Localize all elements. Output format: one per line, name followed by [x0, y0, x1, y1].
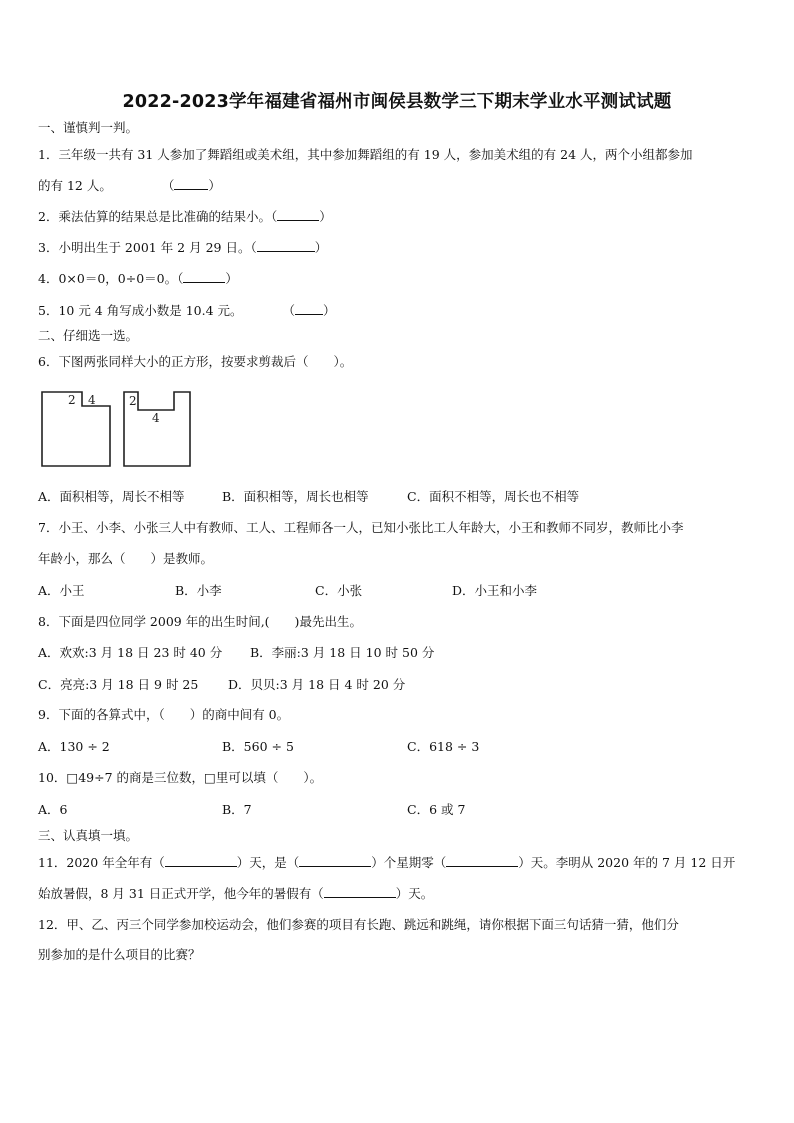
q6-option-a[interactable]: A．面积相等，周长不相等 — [38, 489, 185, 504]
q7-option-b[interactable]: B．小李 — [175, 583, 222, 598]
question-6-figure — [38, 388, 198, 472]
answer-blank-2[interactable] — [277, 208, 319, 221]
answer-blank-1[interactable] — [174, 177, 208, 190]
question-11-text: ）天。李明从 2020 年的 7 月 12 日开 — [518, 855, 736, 870]
paren-open: （ — [282, 303, 296, 318]
cut-square-1 — [42, 392, 110, 466]
question-11-text: 11．2020 年全年有（ — [38, 855, 165, 870]
answer-blank-11d[interactable] — [324, 885, 396, 898]
q8-option-c[interactable]: C．亮亮:3 月 18 日 9 时 25 — [38, 677, 199, 692]
question-4 — [38, 270, 238, 287]
question-12-line-2: 别参加的是什么项目的比赛？ — [38, 947, 201, 962]
question-7-line-2: 年龄小，那么（ ）是教师。 — [38, 551, 214, 566]
section-heading-2: 二、仔细选一选。 — [38, 328, 139, 343]
q7-option-d[interactable]: D．小王和小李 — [452, 583, 538, 598]
q7-option-c[interactable]: C．小张 — [315, 583, 363, 598]
question-3-text: 3．小明出生于 2001 年 2 月 29 日。（ — [38, 240, 257, 255]
q9-option-a[interactable]: A．130 ÷ 2 — [38, 739, 110, 754]
question-8-text: 8．下面是四位同学 2009 年的出生时间,( )最先出生。 — [38, 614, 362, 629]
question-12-line-1: 12．甲、乙、丙三个同学参加校运动会，他们参赛的项目有长跑、跳远和跳绳，请你根据下面三句话猜一猜，他们分 — [38, 917, 679, 932]
question-1-text: 的有 12 人。 — [38, 178, 112, 193]
q10-option-a[interactable]: A．6 — [38, 802, 68, 817]
paren-close: ） — [225, 271, 238, 286]
question-2 — [38, 208, 332, 225]
fig-label-2a: 2 — [68, 393, 76, 407]
question-5-text: 5．10 元 4 角写成小数是 10.4 元。 — [38, 303, 243, 318]
q10-option-b[interactable]: B．7 — [222, 802, 252, 817]
paren-open: （ — [161, 178, 175, 193]
answer-blank-11a[interactable] — [165, 854, 237, 867]
question-3 — [38, 239, 327, 256]
q9-option-b[interactable]: B．560 ÷ 5 — [222, 739, 294, 754]
question-2-text: 2．乘法估算的结果总是比准确的结果小。（ — [38, 209, 278, 224]
q6-option-c[interactable]: C．面积不相等，周长也不相等 — [407, 489, 580, 504]
q6-option-b[interactable]: B．面积相等，周长也相等 — [222, 489, 369, 504]
question-11-text: ）个星期零（ — [371, 855, 447, 870]
question-6-text: 6．下图两张同样大小的正方形，按要求剪裁后（ ）。 — [38, 354, 353, 369]
question-11-text: ）天，是（ — [236, 855, 300, 870]
fig-label-4b: 4 — [152, 411, 160, 425]
page-title: 2022-2023学年福建省福州市闽侯县数学三下期末学业水平测试试题 — [122, 92, 672, 112]
answer-blank-5[interactable] — [295, 302, 323, 315]
paren-close: ） — [319, 209, 332, 224]
question-11-line-1 — [38, 854, 735, 871]
section-heading-3: 三、认真填一填。 — [38, 828, 139, 843]
fig-label-2b: 2 — [129, 394, 137, 408]
section-heading-1: 一、谨慎判一判。 — [38, 120, 139, 135]
fig-label-4a: 4 — [88, 393, 96, 407]
answer-blank-4[interactable] — [183, 270, 225, 283]
q8-option-b[interactable]: B．李丽:3 月 18 日 10 时 50 分 — [250, 645, 435, 660]
paren-close: ） — [314, 240, 328, 255]
question-1-line-2 — [38, 177, 221, 194]
paren-close: ） — [323, 303, 336, 318]
answer-blank-11b[interactable] — [299, 854, 371, 867]
question-4-text: 4．0×0＝0，0÷0＝0。（ — [38, 271, 184, 286]
q9-option-c[interactable]: C．618 ÷ 3 — [407, 739, 480, 754]
question-10-text: 10．□49÷7 的商是三位数，□里可以填（ ）。 — [38, 770, 323, 785]
q8-option-a[interactable]: A．欢欢:3 月 18 日 23 时 40 分 — [38, 645, 223, 660]
question-7-line-1: 7．小王、小李、小张三人中有教师、工人、工程师各一人，已知小张比工人年龄大，小王和教师不同岁，教师比小李 — [38, 520, 684, 535]
answer-blank-11c[interactable] — [446, 854, 518, 867]
q10-option-c[interactable]: C．6 或 7 — [407, 802, 466, 817]
answer-blank-3[interactable] — [257, 239, 315, 252]
paren-close: ） — [208, 178, 221, 193]
question-1-line-1: 1．三年级一共有 31 人参加了舞蹈组或美术组，其中参加舞蹈组的有 19 人，参加美术组的有 24 人，两个小组都参加 — [38, 147, 693, 162]
question-9-text: 9．下面的各算式中，（ ）的商中间有 0。 — [38, 707, 290, 722]
q8-option-d[interactable]: D．贝贝:3 月 18 日 4 时 20 分 — [228, 677, 406, 692]
question-11-line-2 — [38, 885, 433, 902]
q7-option-a[interactable]: A．小王 — [38, 583, 85, 598]
question-11-text: 始放暑假，8 月 31 日正式开学，他今年的暑假有（ — [38, 886, 324, 901]
question-11-text: ）天。 — [395, 886, 434, 901]
question-5 — [38, 302, 336, 319]
